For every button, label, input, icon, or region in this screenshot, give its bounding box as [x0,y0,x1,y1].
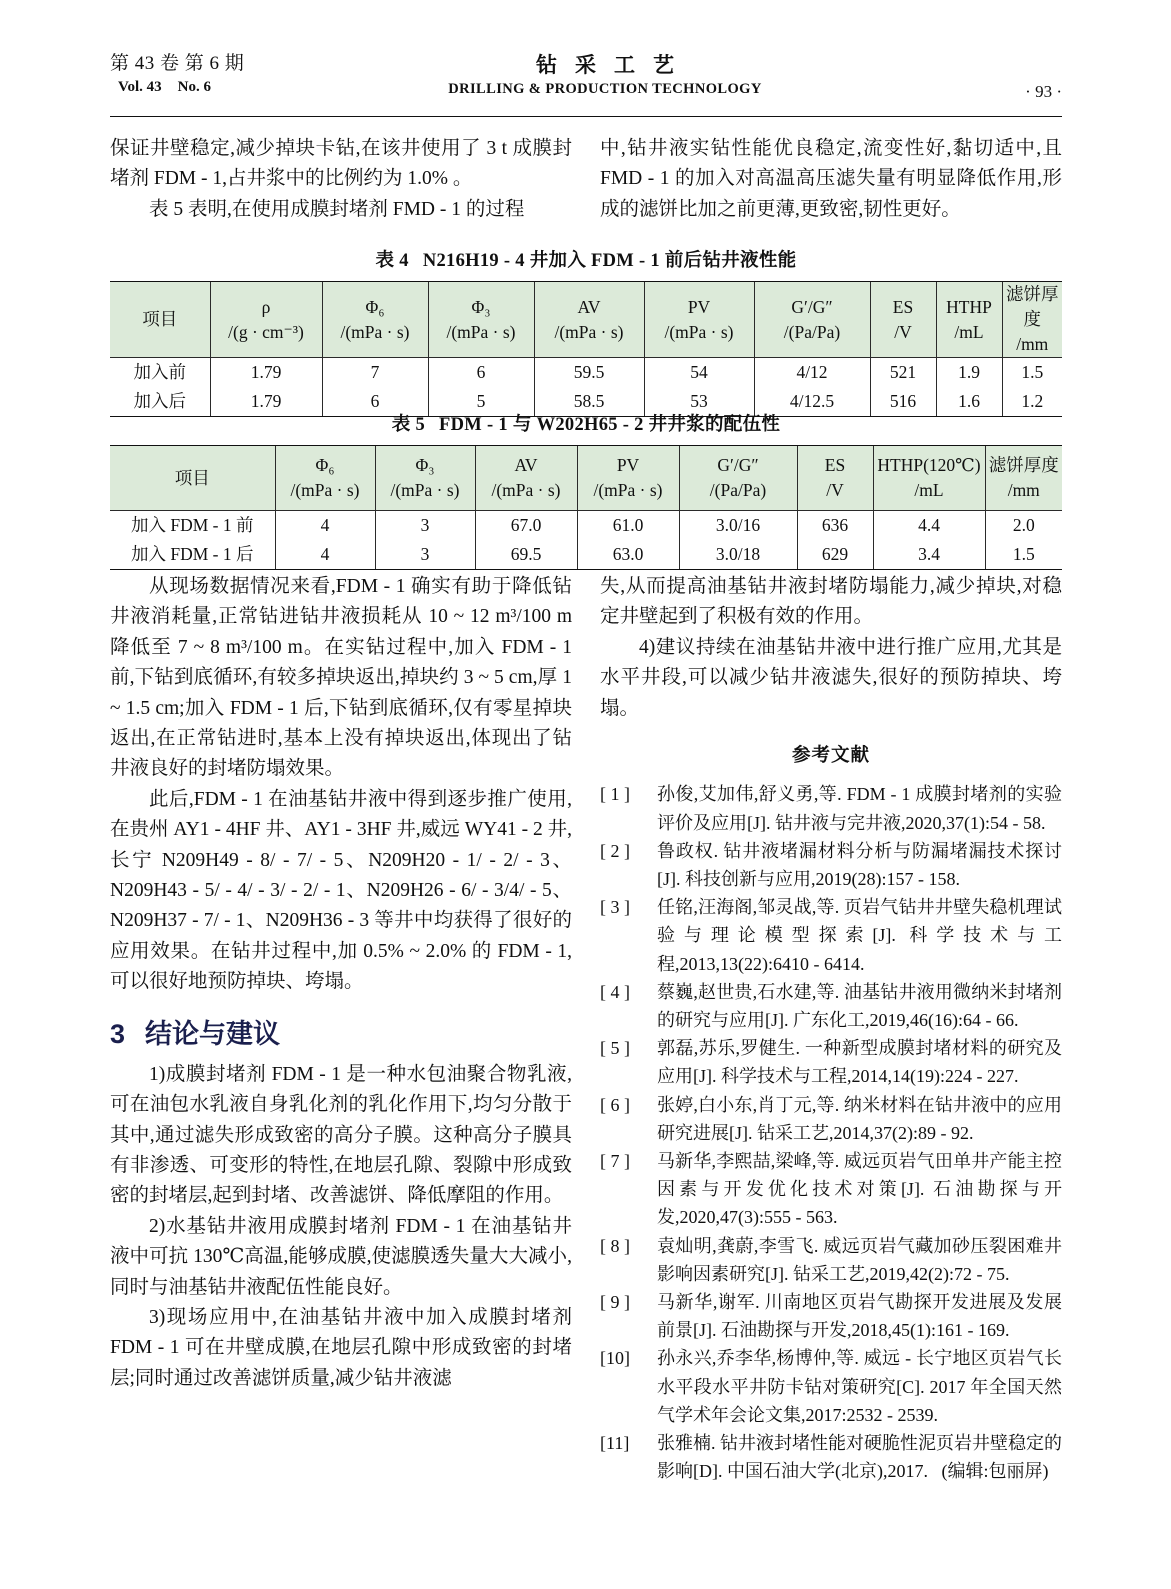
references-section [600,740,1062,1485]
paragraph: 1)成膜封堵剂 FDM - 1 是一种水包油聚合物乳液,可在油包水乳液自身乳化剂的乳化作用下,均匀分散于其中,通过滤失形成致密的高分子膜。这种高分子膜具有非渗透、可变形的特性,在地层孔隙、裂隙中形成致密的封堵层,起到封堵、改善滤饼、降低摩阻的作用。 [110,1063,572,1207]
reference-item [600,1091,1062,1147]
paragraph: 从现场数据情况来看,FDM - 1 确实有助于降低钻井液消耗量,正常钻进钻井液损耗从 10 ~ 12 m³/100 m 降低至 7 ~ 8 m³/100 m。在实钻过程中,加入 FDM - 1 前,下钻到底循环,有较多掉块返出,掉块约 3 ~ 5 cm,厚 1 ~ 1.5 cm;加入 FDM - 1 后,下钻到底循环,仅有零星掉块返出,在正常钻进时,基本上没有掉块返出,体现出了钻井液良好的封堵防塌效果。 [110,576,572,780]
cell: 629 [797,540,873,570]
reference-item [600,837,1062,893]
cell: 59.5 [534,358,644,388]
table5-col-av: AV /(mPa · s) [475,446,577,511]
reference-text: 马新华,谢军. 川南地区页岩气勘探开发进展及发展前景[J]. 石油勘探与开发,2018,45(1):161 - 169. [657,1292,1062,1341]
reference-item [600,1147,1062,1232]
references-list [600,780,1062,1485]
reference-item [600,1344,1062,1429]
journal-title-en: DRILLING & PRODUCTION TECHNOLOGY [448,81,762,97]
cell: 5 [428,387,534,417]
table5-caption-number: 表 5 [391,415,426,435]
cell: 6 [322,387,428,417]
reference-text: 张雅楠. 钻井液封堵性能对硬脆性泥页岩井壁稳定的影响[D]. 中国石油大学(北京),2017. [657,1433,1062,1482]
cell: 54 [644,358,754,388]
table4-col-item: 项目 [110,282,210,358]
table4-col-av: AV /(mPa · s) [534,282,644,358]
table4-col-density: ρ /(g · cm⁻³) [210,282,322,358]
cell: 636 [797,511,873,541]
cell: 4 [275,540,375,570]
section-number: 3 [110,1018,126,1049]
reference-label: [ 9 ] [600,1292,630,1313]
cell: 4 [275,511,375,541]
table5-col-es: ES /V [797,446,873,511]
table-row [110,511,1062,541]
reference-item [600,1429,1062,1485]
editor-note: (编辑:包丽屏) [927,1461,1049,1482]
reference-label: [ 8 ] [600,1235,630,1256]
masthead-divider [110,116,1062,117]
masthead [110,52,1062,114]
reference-label: [ 6 ] [600,1094,630,1115]
issue-en: No. 6 [177,79,211,95]
cell: 6 [428,358,534,388]
reference-text: 郭磊,苏乐,罗健生. 一种新型成膜封堵材料的研究及应用[J]. 科学技术与工程,2014,14(19):224 - 227. [657,1038,1062,1087]
cell: 3.0/16 [679,511,797,541]
table4-caption-text: N216H19 - 4 井加入 FDM - 1 前后钻井液性能 [422,251,797,271]
reference-text: 孙永兴,乔李华,杨博仲,等. 威远 - 长宁地区页岩气长水平段水平井防卡钻对策研究[C]. 2017 年全国天然气学术年会论文集,2017:2532 - 2539. [657,1348,1062,1425]
cell: 67.0 [475,511,577,541]
references-heading: 参考文献 [791,744,870,765]
table4-col-phi3: Φ₃ /(mPa · s) [428,282,534,358]
reference-text: 孙俊,艾加伟,舒义勇,等. FDM - 1 成膜封堵剂的实验评价及应用[J]. 钻井液与完井液,2020,37(1):54 - 58. [657,784,1062,833]
reference-label: [ 4 ] [600,981,630,1002]
table5-col-gel: G′/G″ /(Pa/Pa) [679,446,797,511]
cell: 3 [375,540,475,570]
cell: 3.4 [873,540,985,570]
table4-block [110,248,1062,417]
reference-text: 张婷,白小东,肖丁元,等. 纳米材料在钻井液中的应用研究进展[J]. 钻采工艺,2014,37(2):89 - 92. [657,1094,1062,1143]
reference-item [600,780,1062,836]
cell: 1.6 [936,387,1002,417]
reference-item [600,893,1062,978]
cell: 1.2 [1002,387,1062,417]
cell: 1.5 [985,540,1062,570]
cell: 4.4 [873,511,985,541]
table4-col-gel: G′/G″ /(Pa/Pa) [754,282,870,358]
table5-block [110,412,1062,570]
section-heading [110,1016,572,1052]
reference-label: [ 3 ] [600,897,630,918]
paragraph: 4)建议持续在油基钻井液中进行推广应用,尤其是水平井段,可以减少钻井液滤失,很好的预防掉块、垮塌。 [600,636,1062,719]
cell: 加入前 [133,362,186,382]
table5 [110,445,1062,570]
journal-title-cn: 钻采工艺 [536,53,692,77]
reference-text: 鲁政权. 钻井液堵漏材料分析与防漏堵漏技术探讨[J]. 科技创新与应用,2019(28):157 - 158. [657,840,1062,890]
reference-item [600,1288,1062,1344]
cell: 1.9 [936,358,1002,388]
cell: 加入后 [110,387,210,417]
reference-item [600,1034,1062,1090]
reference-text: 马新华,李熙喆,梁峰,等. 威远页岩气田单井产能主控因素与开发优化技术对策[J]. 石油勘探与开发,2020,47(3):555 - 563. [657,1151,1062,1228]
reference-label: [ 2 ] [600,840,630,861]
paragraph: 失,从而提高油基钻井液封堵防塌能力,减少掉块,对稳定井壁起到了积极有效的作用。 [600,576,1062,628]
cell: 1.79 [210,358,322,388]
cell: 58.5 [534,387,644,417]
cell: 69.5 [475,540,577,570]
masthead-center [390,52,820,100]
table-row [110,540,1062,570]
cell: 516 [870,387,936,417]
table5-caption [110,412,1062,438]
cell: 2.0 [985,511,1062,541]
table4-col-hthp: HTHP /mL [936,282,1002,358]
section-title: 结论与建议 [145,1018,281,1049]
volume-issue-en [110,76,244,98]
reference-label: [ 7 ] [600,1151,630,1172]
cell: 1.5 [1002,358,1062,388]
cell: 4/12.5 [754,387,870,417]
table5-header-row [110,446,1062,511]
paragraph: 2)水基钻井液用成膜封堵剂 FDM - 1 在油基钻井液中可抗 130℃高温,能够成膜,使滤膜透失量大大减小,同时与油基钻井液配伍性能良好。 [110,1215,572,1298]
table4-caption-number: 表 4 [375,251,409,271]
volume-issue-cn: 第 43 卷 第 6 期 [110,53,245,74]
cell: 加入 FDM - 1 后 [110,540,275,570]
table-row [110,358,1062,388]
reference-text: 蔡巍,赵世贵,石水建,等. 油基钻井液用微纳米封堵剂的研究与应用[J]. 广东化工,2019,46(16):64 - 66. [657,981,1062,1031]
left-column-body [110,572,572,1394]
table5-col-hthp: HTHP(120℃) /mL [873,446,985,511]
cell: 3.0/18 [679,540,797,570]
volume-en: Vol. 43 [118,79,162,95]
page-number: · 93 · [1025,82,1062,101]
reference-item [600,978,1062,1034]
table4 [110,281,1062,417]
reference-label: [ 1 ] [600,784,630,805]
reference-label: [ 5 ] [600,1038,630,1059]
cell: 61.0 [577,511,679,541]
reference-text: 任铭,汪海阁,邹灵战,等. 页岩气钻井井壁失稳机理试验与理论模型探索[J]. 科学技术与工程,2013,13(22):6410 - 6414. [657,897,1062,974]
cell: 1.79 [210,387,322,417]
table5-caption-text: FDM - 1 与 W202H65 - 2 井井浆的配伍性 [439,415,781,435]
reference-text: 袁灿明,龚蔚,李雪飞. 威远页岩气藏加砂压裂困难井影响因素研究[J]. 钻采工艺,2019,42(2):72 - 75. [657,1235,1062,1284]
table5-col-pv: PV /(mPa · s) [577,446,679,511]
cell: 53 [644,387,754,417]
right-column-body [600,572,1062,724]
cell: 521 [870,358,936,388]
reference-label: [11] [600,1433,630,1454]
paragraph: 表 5 表明,在使用成膜封堵剂 FMD - 1 的过程 [149,198,525,220]
paragraph: 中,钻井液实钻性能优良稳定,流变性好,黏切适中,且 FMD - 1 的加入对高温高压滤失量有明显降低作用,形成的滤饼比加之前更薄,更致密,韧性更好。 [600,138,1062,220]
paragraph: 此后,FDM - 1 在油基钻井液中得到逐步推广使用,在贵州 AY1 - 4HF 井、AY1 - 3HF 井,威远 WY41 - 2 井,长宁 N209H49 - 8/ - 7/ - 5、N209H20 - 1/ - 2/ - 3、N209H43 - 5/ - 4/ - 3/ - 2/ - 1、N209H26 - 6/ - 3/4/ - 5、N209H37 - 7/ - 1、N209H36 - 3 等井中均获得了很好的应用效果。在钻井过程中,加 0.5% ~ 2.0% 的 FDM - 1,可以很好地预防掉块、垮塌。 [110,788,572,993]
left-column-top [110,134,572,225]
cell: 3 [375,511,475,541]
cell: 7 [322,358,428,388]
cell: 63.0 [577,540,679,570]
table4-col-phi6: Φ₆ /(mPa · s) [322,282,428,358]
paragraph: 3)现场应用中,在油基钻井液中加入成膜封堵剂 FDM - 1 可在井壁成膜,在地层孔隙中形成致密的封堵层;同时通过改善滤饼质量,减少钻井液滤 [110,1306,572,1389]
right-column-top [600,134,1062,225]
table4-header-row [110,282,1062,358]
masthead-left [110,52,244,98]
table5-col-phi3: Φ₃ /(mPa · s) [375,446,475,511]
cell: 4/12 [754,358,870,388]
table4-col-cake: 滤饼厚度 /mm [1002,282,1062,358]
table5-col-phi6: Φ₆ /(mPa · s) [275,446,375,511]
reference-label: [10] [600,1348,630,1369]
table4-caption [110,248,1062,274]
cell: 加入 FDM - 1 前 [130,515,254,535]
table5-col-cake: 滤饼厚度 /mm [985,446,1062,511]
paragraph: 保证井壁稳定,减少掉块卡钻,在该井使用了 3 t 成膜封堵剂 FDM - 1,占井浆中的比例约为 1.0% 。 [110,138,572,190]
table5-col-item: 项目 [110,446,275,511]
reference-item [600,1232,1062,1288]
table4-col-pv: PV /(mPa · s) [644,282,754,358]
table4-col-es: ES /V [870,282,936,358]
